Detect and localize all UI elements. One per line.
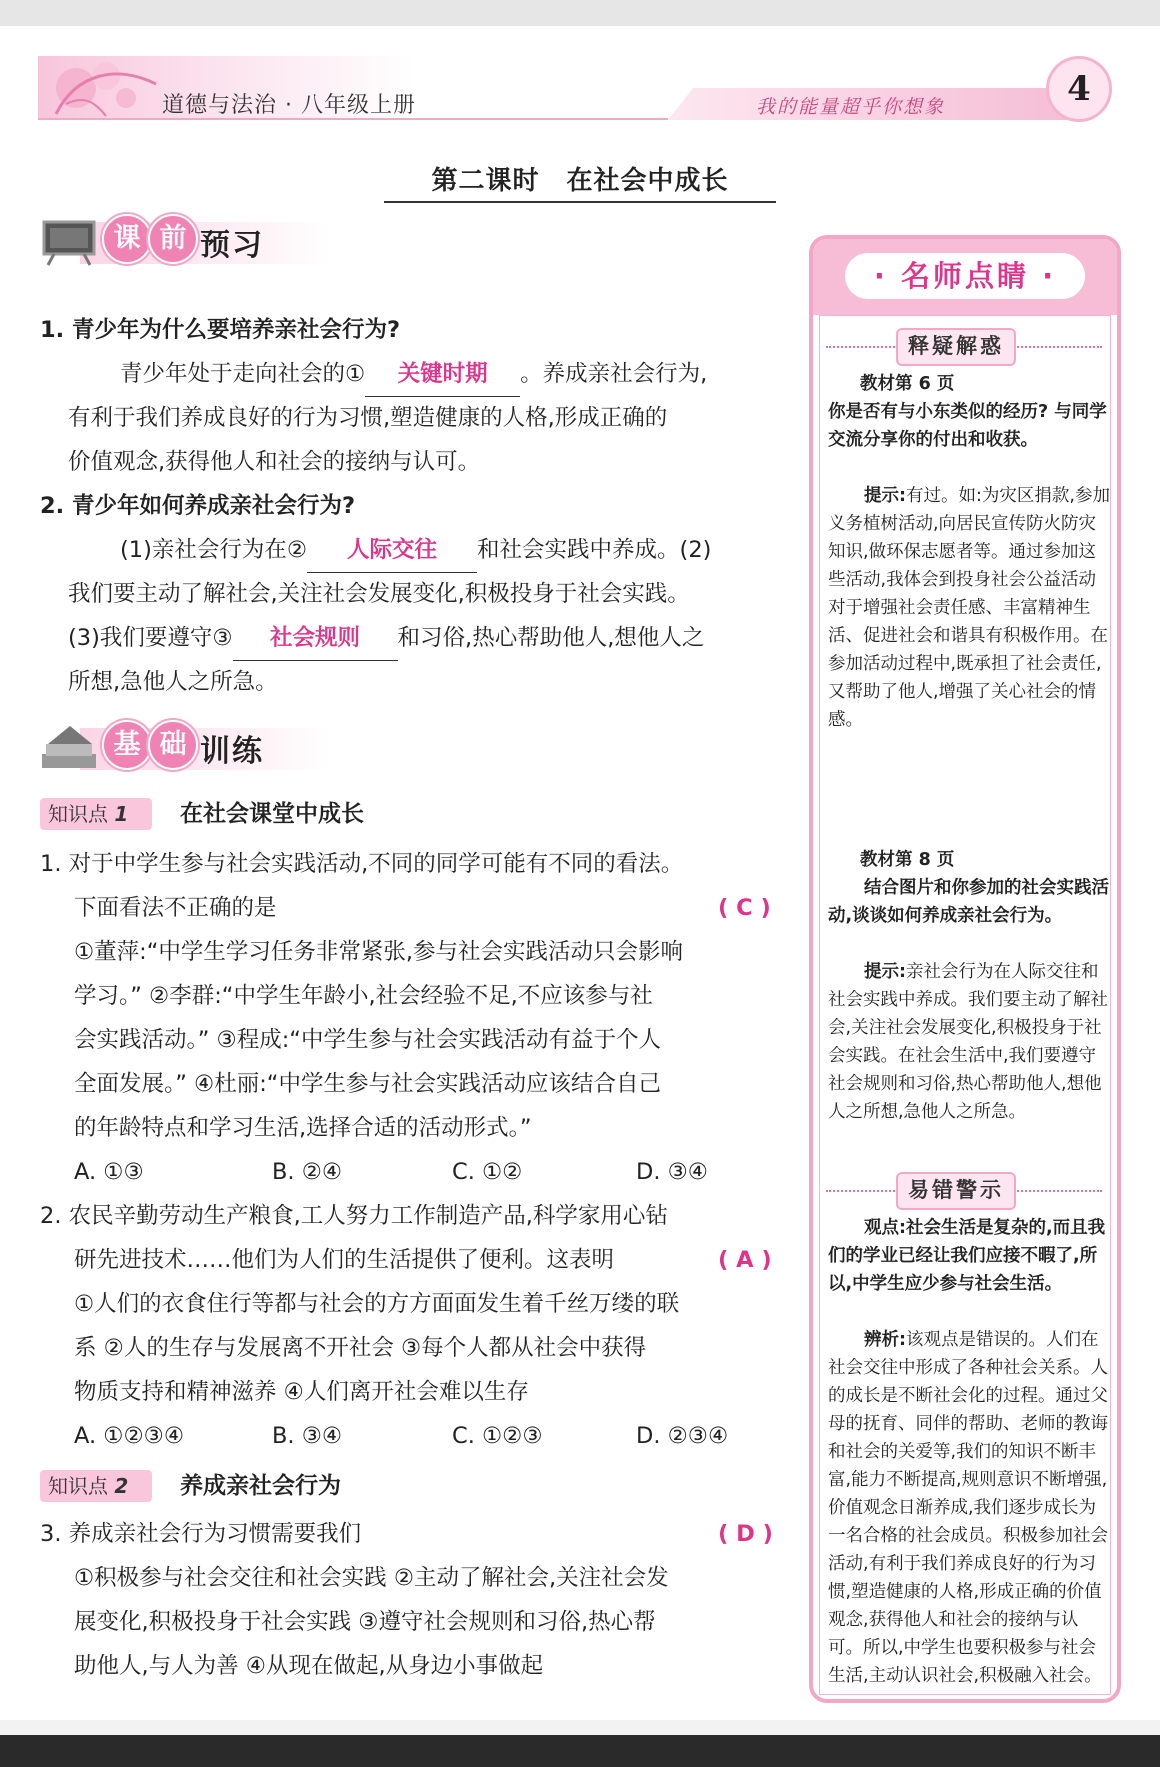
item-3-line-2: ①积极参与社会交往和社会实践 ②主动了解社会,关注社会发 bbox=[74, 1565, 669, 1591]
item-1-line-4: 学习。” ②李群:“中学生年龄小,社会经验不足,不应该参与社 bbox=[74, 983, 653, 1009]
sidebar-body bbox=[819, 315, 1111, 1695]
section-training-heading bbox=[40, 718, 310, 778]
knowledge-point-title: 在社会课堂中成长 bbox=[180, 801, 364, 827]
answer-2-line-4: 所想,急他人之所急。 bbox=[68, 669, 278, 695]
sidebar-title: · 名师点睛 · bbox=[845, 253, 1085, 299]
item-1-option: A. ①③ bbox=[74, 1159, 144, 1185]
blank-1: 关键时期 bbox=[365, 352, 520, 397]
section-heading-text: 预习 bbox=[200, 228, 264, 263]
sidebar-hint: 提示:亲社会行为在人际交往和社会实践中养成。我们要主动了解社会,关注社会发展变化,积极投身于社会实践。在社会生活中,我们要遵守社会规则和习俗,热心帮助他人,想他人之所想,急他人之所急。 bbox=[828, 962, 1108, 1122]
lesson-title: 第二课时 在社会中成长 bbox=[384, 160, 776, 203]
books-icon bbox=[40, 724, 98, 772]
item-2-line-5: 物质支持和精神滋养 ④人们离开社会难以生存 bbox=[74, 1379, 529, 1405]
item-2-line-1: 2. 农民辛勤劳动生产粮食,工人努力工作制造产品,科学家用心钻 bbox=[40, 1203, 668, 1229]
item-3-answer: ( D ) bbox=[718, 1521, 773, 1547]
sidebar-question: 结合图片和你参加的社会实践活动,谈谈如何养成亲社会行为。 bbox=[828, 878, 1109, 926]
sidebar-analysis: 辨析:该观点是错误的。人们在社会交往中形成了各种社会关系。人的成长是不断社会化的过程。通过父母的抚育、同伴的帮助、老师的教诲和社会的关爱等,我们的知识不断丰富,能力不断提高,规则意识不断增强,价值观念日渐养成,我们逐步成长为一名合格的社会成员。积极参加社会活动,有利于我们养成良好的行为习惯,塑造健康的人格,形成正确的价值观念,获得他人和社会的接纳与认可。所以,中学生也要积极参与社会生活,主动认识社会,积极融入社会。 bbox=[828, 1330, 1108, 1686]
section-badge: 础 bbox=[148, 720, 198, 770]
page-number: 4 bbox=[1067, 69, 1091, 109]
page-header bbox=[38, 50, 1120, 128]
blackboard-icon bbox=[40, 218, 98, 266]
sidebar-hint: 提示:有过。如:为灾区捐款,参加义务植树活动,向居民宣传防火防灾知识,做环保志愿者等。通过参加这些活动,我体会到投身社会公益活动对于增强社会责任感、丰富精神生活、促进社会和谐具有积极作用。在参加活动过程中,既承担了社会责任,又帮助了他人,增强了关心社会的情感。 bbox=[828, 486, 1110, 730]
knowledge-point-tag: 知识点 1 bbox=[40, 798, 152, 830]
book-title: 道德与法治 · 八年级上册 bbox=[162, 93, 416, 118]
section-preview-heading bbox=[40, 212, 300, 272]
answer-1-line-2: 有利于我们养成良好的行为习惯,塑造健康的人格,形成正确的 bbox=[68, 405, 668, 431]
item-1-line-2: 下面看法不正确的是 bbox=[74, 895, 277, 921]
knowledge-point-2 bbox=[40, 1470, 500, 1502]
item-1-line-6: 全面发展。” ④杜丽:“中学生参与社会实践活动应该结合自己 bbox=[74, 1071, 661, 1097]
answer-2-line-2: 我们要主动了解社会,关注社会发展变化,积极投身于社会实践。 bbox=[68, 581, 690, 607]
blank-2: 人际交往 bbox=[307, 528, 477, 573]
item-1-answer: ( C ) bbox=[718, 895, 771, 921]
textbook-reference: 教材第 8 页 bbox=[860, 850, 955, 870]
bottom-gap bbox=[0, 1720, 1160, 1735]
page-number-badge bbox=[1046, 56, 1112, 122]
sidebar-header bbox=[813, 239, 1117, 315]
item-2-option: A. ①②③④ bbox=[74, 1423, 184, 1449]
slogan: 我的能量超乎你想象 bbox=[756, 96, 946, 118]
top-bar bbox=[0, 0, 1160, 26]
item-3-line-3: 展变化,积极投身于社会实践 ③遵守社会规则和习俗,热心帮 bbox=[74, 1609, 656, 1635]
item-1-line-7: 的年龄特点和学习生活,选择合适的活动形式。” bbox=[74, 1115, 532, 1141]
answer-1-line-3: 价值观念,获得他人和社会的接纳与认可。 bbox=[68, 449, 481, 475]
item-2-line-4: 系 ②人的生存与发展离不开社会 ③每个人都从社会中获得 bbox=[74, 1335, 647, 1361]
textbook-reference: 教材第 6 页 bbox=[860, 374, 955, 394]
item-1-option: D. ③④ bbox=[636, 1159, 708, 1185]
knowledge-point-1 bbox=[40, 798, 500, 830]
item-2-line-2: 研先进技术……他们为人们的生活提供了便利。这表明 bbox=[74, 1247, 615, 1273]
section-badge: 课 bbox=[102, 214, 152, 264]
item-1-option: C. ①② bbox=[452, 1159, 523, 1185]
item-1-option: B. ②④ bbox=[272, 1159, 343, 1185]
answer-2-line-3: (3)我们要遵守③ 社会规则 和习俗,热心帮助他人,想他人之 bbox=[68, 616, 704, 661]
question-2: 2. 青少年如何养成亲社会行为? bbox=[40, 493, 356, 519]
knowledge-point-tag: 知识点 2 bbox=[40, 1470, 152, 1502]
answer-2-line-1: (1)亲社会行为在② 人际交往 和社会实践中养成。(2) bbox=[120, 528, 711, 573]
item-1-line-3: ①董萍:“中学生学习任务非常紧张,参与社会实践活动只会影响 bbox=[74, 939, 684, 965]
teacher-tips-sidebar bbox=[809, 235, 1121, 1703]
item-3-line-4: 助他人,与人为善 ④从现在做起,从身边小事做起 bbox=[74, 1653, 544, 1679]
item-1-line-1: 1. 对于中学生参与社会实践活动,不同的同学可能有不同的看法。 bbox=[40, 851, 684, 877]
item-2-option: B. ③④ bbox=[272, 1423, 343, 1449]
item-2-option: D. ②③④ bbox=[636, 1423, 729, 1449]
bottom-bar bbox=[0, 1735, 1160, 1767]
sidebar-section-label: 易错警示 bbox=[896, 1172, 1016, 1210]
flower-ornament-icon bbox=[46, 54, 166, 120]
item-2-option: C. ①②③ bbox=[452, 1423, 543, 1449]
section-badge: 前 bbox=[148, 214, 198, 264]
question-1: 1. 青少年为什么要培养亲社会行为? bbox=[40, 317, 401, 343]
sidebar-viewpoint: 观点:社会生活是复杂的,而且我们的学业已经让我们应接不暇了,所以,中学生应少参与社会生活。 bbox=[828, 1218, 1106, 1294]
item-2-line-3: ①人们的衣食住行等都与社会的方方面面发生着千丝万缕的联 bbox=[74, 1291, 680, 1317]
sidebar-section-label: 释疑解惑 bbox=[896, 328, 1016, 366]
item-1-line-5: 会实践活动。” ③程成:“中学生参与社会实践活动有益于个人 bbox=[74, 1027, 661, 1053]
item-2-answer: ( A ) bbox=[718, 1247, 772, 1273]
answer-1-line-1: 青少年处于走向社会的① 关键时期 。养成亲社会行为, bbox=[120, 352, 810, 397]
item-3-line-1: 3. 养成亲社会行为习惯需要我们 bbox=[40, 1521, 362, 1547]
knowledge-point-title: 养成亲社会行为 bbox=[180, 1473, 341, 1499]
section-heading-text: 训练 bbox=[200, 734, 264, 769]
section-badge: 基 bbox=[102, 720, 152, 770]
sidebar-question: 你是否有与小东类似的经历? 与同学交流分享你的付出和收获。 bbox=[828, 402, 1107, 450]
blank-3: 社会规则 bbox=[233, 616, 398, 661]
